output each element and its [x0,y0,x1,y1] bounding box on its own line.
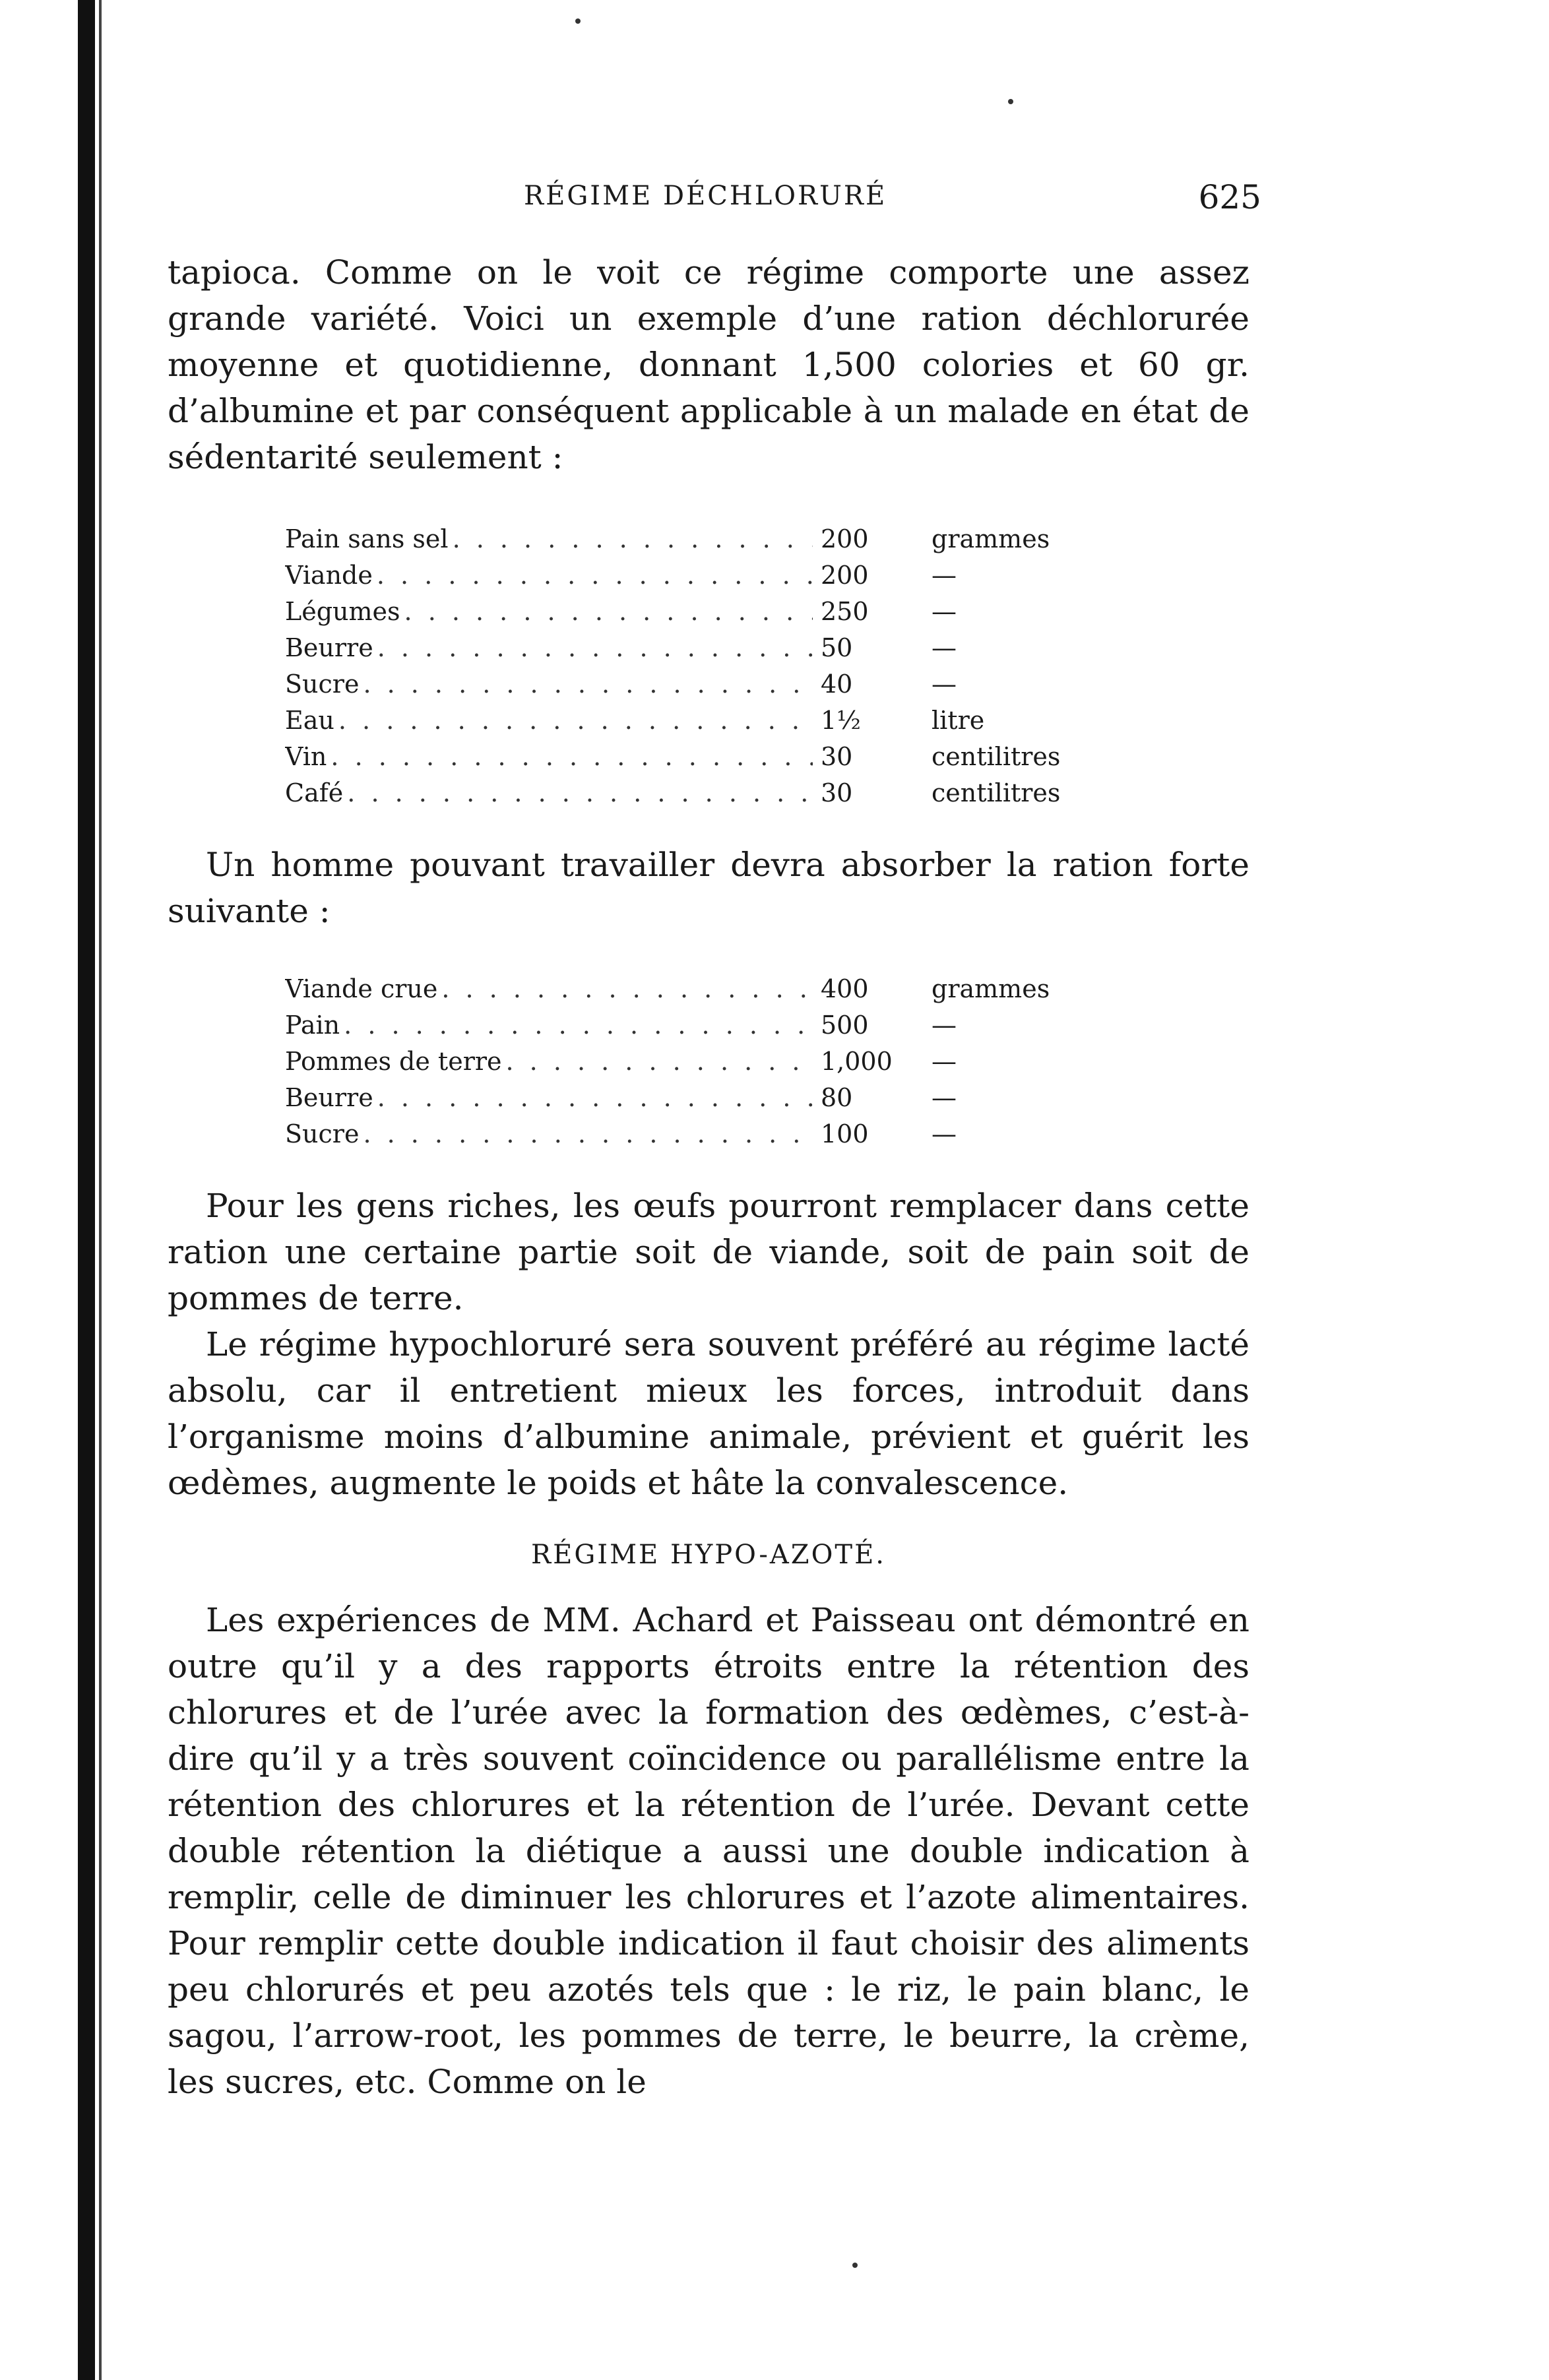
quantity: 400 [821,974,869,1003]
quantity: 30 [821,778,853,807]
leader-dots [506,1044,813,1080]
paragraph-intro: tapioca. Comme on le voit ce régime comporte une assez grande variété. Voici un exemple d’une ration déchlorurée moyenne et quotidienne, donnant 1,500 colories et 60 gr. d’albumine et par conséquent applicable à un malade en état de sédentarité seulement : [168,253,1249,476]
unit: centilitres [932,742,1061,771]
table-row [285,1044,1143,1080]
quantity: 500 [821,1011,869,1040]
unit: — [932,670,957,699]
quantity: 30 [821,742,853,771]
page-body [168,249,1249,2105]
running-title: RÉGIME DÉCHLORURÉ [524,181,887,211]
print-speck [1008,99,1013,104]
table-row [285,775,1143,811]
food-item: Pommes de terre [285,1047,502,1076]
unit: grammes [932,974,1050,1003]
food-item: Vin [285,742,327,771]
unit: — [932,1083,957,1112]
food-item: Pain [285,1011,340,1040]
table-row [285,594,1143,630]
unit: — [932,633,957,662]
quantity: 200 [821,524,869,553]
leader-dots [338,703,813,739]
leader-dots [331,739,813,775]
table-row [285,1080,1143,1116]
page-binding-edge [78,0,95,2380]
quantity: 200 [821,561,869,590]
unit: — [932,1119,957,1148]
quantity: 1,000 [821,1047,893,1076]
ration-moyenne-table [285,521,1143,811]
quantity: 50 [821,633,853,662]
leader-dots [377,557,813,594]
leader-dots [404,594,813,630]
unit: grammes [932,524,1050,553]
quantity: 40 [821,670,853,699]
table-row [285,557,1143,594]
table-row [285,1116,1143,1152]
table-row [285,666,1143,703]
print-speck [575,18,581,24]
food-item: Viande crue [285,974,438,1003]
food-item: Viande [285,561,373,590]
food-item: Beurre [285,633,373,662]
table-row [285,521,1143,557]
paragraph-hypo-azote: Les expériences de MM. Achard et Paisseau ont démontré en outre qu’il y a des rapports étroits entre la rétention des chlorures et de l’urée avec la formation des œdèmes, c’est-à-dire qu’il y a très souvent coïncidence ou parallélisme entre la rétention des chlorures et la rétention de l’urée. Devant cette double rétention la diétique a aussi une double indication à remplir, celle de diminuer les chlorures et l’azote alimentaires. Pour remplir cette double indication il faut choisir des aliments peu chlorurés et peu azotés tels que : le riz, le pain blanc, le sagou, l’arrow-root, les pommes de terre, le beurre, la crème, les sucres, etc. Comme on le [168,1601,1249,2101]
quantity: 80 [821,1083,853,1112]
unit: — [932,561,957,590]
unit: litre [932,706,985,735]
quantity: 250 [821,597,869,626]
paragraph-hypochlorure: Le régime hypochloruré sera souvent préféré au régime lacté absolu, car il entretient mieux les forces, introduit dans l’organisme moins d’albumine animale, prévient et guérit les œdèmes, augmente le poids et hâte la convalescence. [168,1325,1249,1502]
food-item: Légumes [285,597,400,626]
unit: — [932,1047,957,1076]
unit: — [932,1011,957,1040]
ration-forte-table [285,971,1143,1152]
quantity: 1½ [821,706,862,735]
leader-dots [363,666,813,703]
food-item: Café [285,778,344,807]
leader-dots [377,1080,813,1116]
leader-dots [377,630,813,666]
food-item: Sucre [285,670,360,699]
table-row [285,630,1143,666]
leader-dots [344,1007,813,1044]
leader-dots [453,521,813,557]
food-item: Beurre [285,1083,373,1112]
unit: centilitres [932,778,1061,807]
quantity: 100 [821,1119,869,1148]
unit: — [932,597,957,626]
food-item: Eau [285,706,334,735]
page-binding-shadow [99,0,102,2380]
paragraph-ration-forte-intro: Un homme pouvant travailler devra absorber la ration forte suivante : [168,846,1249,930]
food-item: Pain sans sel [285,524,449,553]
paragraph-gens-riches: Pour les gens riches, les œufs pourront remplacer dans cette ration une certaine partie soit de viande, soit de pain soit de pommes de terre. [168,1187,1249,1317]
leader-dots [363,1116,813,1152]
print-speck [852,2263,858,2268]
leader-dots [441,971,813,1007]
page-header [168,178,1276,224]
leader-dots [347,775,813,811]
table-row [285,703,1143,739]
food-item: Sucre [285,1119,360,1148]
section-title: RÉGIME HYPO-AZOTÉ. [531,1540,886,1570]
table-row [285,739,1143,775]
table-row [285,971,1143,1007]
page-number: 625 [1198,178,1261,216]
table-row [285,1007,1143,1044]
